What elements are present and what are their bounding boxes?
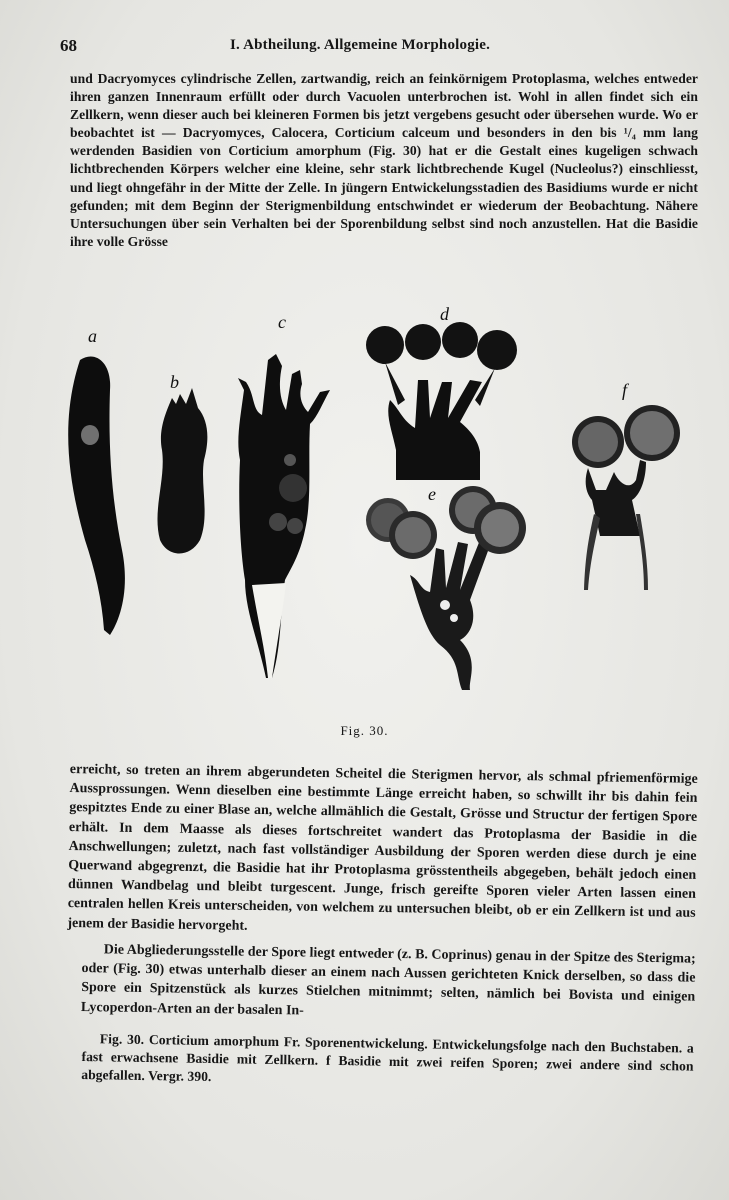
figure-30-illustration xyxy=(40,300,700,720)
paragraph-continued: erreicht, so treten an ihrem abgerundeten Scheitel die Sterigmen hervor, als schmal pfriemenförmige Aussprossungen. Wenn dieselben eine bestimmte Länge erreicht haben, so schwillt ihr bis dahin fein gespitztes Ende zu einer Blase an, welche allmählich die Gestalt, Grösse und Structur der fertigen Spore erhält. In dem Maasse als dieses fortschreitet wandert das Protoplasma der Basidie in die Anschwellungen; zuletzt, nach fast vollständiger Ausbildung der Sporen werden diese durch je eine Querwand abgegrenzt, die Basidie hat ihr Protoplasma grösstentheils abgegeben, behält jedoch einen dünnen Wandbelag und bleibt turgescent. Junge, frisch gereifte Sporen vieler Arten lassen einen centralen hellen Kreis unterscheiden, von welchem zu untersuchen bleibt, ob er ein Zellkern ist und aus jenem der Basidie hervorgeht. xyxy=(67,761,698,934)
page-header xyxy=(60,36,700,60)
paragraph-sterigma: Die Abgliederungsstelle der Spore liegt entweder (z. B. Coprinus) genau in der Spitze des Sterigma; oder (Fig. 30) etwas unterhalb dieser an einem nach Aussen gerichteten Knick derselben, so dass die Spore ein Spitzenstück als kurzes Stielchen mitnimmt; selten, nämlich bei Bovista und einigen Lycoperdon-Arten an der basalen In- xyxy=(80,942,696,1019)
figure-label-c: c xyxy=(278,312,286,332)
basidium-c xyxy=(238,354,330,678)
basidium-d xyxy=(366,322,517,480)
basidium-b xyxy=(157,388,207,554)
figure-number-label: Fig. 30. xyxy=(340,723,389,738)
basidium-a xyxy=(68,357,125,635)
paragraph-top: und Dacryomyces cylindrische Zellen, zartwandig, reich an feinkörnigem Protoplasma, welches entweder ihren ganzen Innenraum erfüllt oder durch Vacuolen unterbrochen ist. Wohl in allen findet sich ein Zellkern, wenn dieser auch bei kleineren Formen bis jetzt vergebens gesucht oder übersehen wurde. Wo er beobachtet ist — Dacryomyces, Calocera, Corticium calceum und besonders in den bis ¹/₄ mm lang werdenden Basidien von Corticium amorphum (Fig. 30) hat er die Gestalt eines kugeligen schwach lichtbrechenden Körpers welcher eine kleine, sehr stark lichtbrechende Kugel (Nucleolus?) einschliesst, und liegt ohngefähr in der Mitte der Zelle. In jüngern Entwickelungsstadien des Basidiums wurde er nicht gefunden; mit dem Beginn der Sterigmenbildung entschwindet er wiederum der Beobachtung. Nähere Untersuchungen über sein Verhalten bei der Sporenbildung selbst sind noch anzustellen. Hat die Basidie ihre volle Grösse xyxy=(70,71,698,249)
figure-label-b: b xyxy=(170,372,179,392)
figure-label-e: e xyxy=(428,484,436,504)
figure-caption: Fig. 30. Corticium amorphum Fr. Sporenentwickelung. Entwickelungsfolge nach den Buchstaben. a fast erwachsene Basidie mit Zellkern. f Basidie mit zwei reifen Sporen; zwei andere sind schon abgefallen. Vergr. 390. xyxy=(81,1031,694,1085)
basidium-f xyxy=(572,405,680,590)
figure-label-a: a xyxy=(88,326,97,346)
basidium-e xyxy=(366,486,526,690)
running-head: I. Abtheilung. Allgemeine Morphologie. xyxy=(230,37,491,53)
figure-label-d: d xyxy=(440,304,449,324)
figure-label-f: f xyxy=(622,380,628,400)
page-number: 68 xyxy=(60,36,77,55)
